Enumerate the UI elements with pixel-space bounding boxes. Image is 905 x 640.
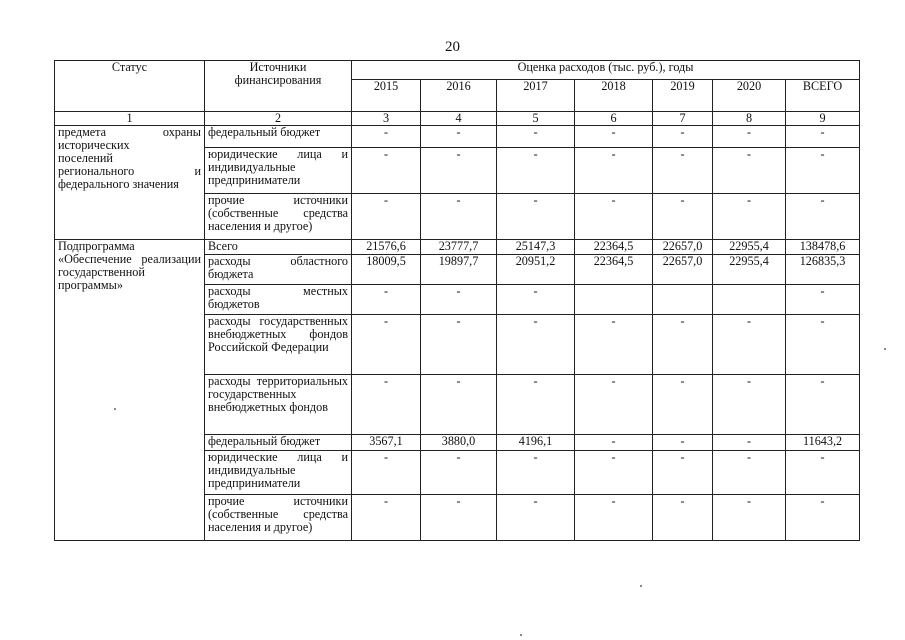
value-cell: - <box>575 126 653 148</box>
value-cell: 22364,5 <box>575 255 653 285</box>
value-cell: - <box>497 285 575 315</box>
year-2017: 2017 <box>497 80 575 112</box>
source-cell: юридические лица и индивидуальные предприниматели <box>205 148 352 194</box>
value-cell: - <box>786 315 860 375</box>
value-cell: 126835,3 <box>786 255 860 285</box>
value-cell: 11643,2 <box>786 435 860 451</box>
value-cell: - <box>421 375 497 435</box>
value-cell: 22955,4 <box>713 240 786 255</box>
col-number: 1 <box>55 112 205 126</box>
col-number: 8 <box>713 112 786 126</box>
value-cell: - <box>421 126 497 148</box>
value-cell: - <box>575 194 653 240</box>
funding-table <box>54 60 860 541</box>
value-cell: - <box>421 451 497 495</box>
source-cell: федеральный бюджет <box>205 435 352 451</box>
value-cell: 18009,5 <box>352 255 421 285</box>
year-total: ВСЕГО <box>786 80 860 112</box>
scan-speck <box>640 585 642 587</box>
value-cell: - <box>575 435 653 451</box>
value-cell: - <box>713 126 786 148</box>
value-cell <box>713 285 786 315</box>
value-cell: - <box>421 194 497 240</box>
source-cell: прочие источники (собственные средства населения и другое) <box>205 194 352 240</box>
source-cell: расходы территориальных государственных внебюджетных фондов <box>205 375 352 435</box>
value-cell: - <box>497 126 575 148</box>
value-cell: - <box>575 451 653 495</box>
value-cell: - <box>352 194 421 240</box>
value-cell: 3880,0 <box>421 435 497 451</box>
table-row <box>55 240 860 255</box>
column-number-row <box>55 112 860 126</box>
value-cell <box>653 285 713 315</box>
year-2018: 2018 <box>575 80 653 112</box>
year-2020: 2020 <box>713 80 786 112</box>
col-number: 5 <box>497 112 575 126</box>
source-cell: федеральный бюджет <box>205 126 352 148</box>
value-cell: - <box>352 285 421 315</box>
value-cell: - <box>497 451 575 495</box>
value-cell: - <box>653 315 713 375</box>
value-cell: - <box>786 194 860 240</box>
value-cell: - <box>421 495 497 541</box>
value-cell: - <box>352 495 421 541</box>
value-cell: 4196,1 <box>497 435 575 451</box>
col-number: 4 <box>421 112 497 126</box>
value-cell: 22657,0 <box>653 240 713 255</box>
year-2015: 2015 <box>352 80 421 112</box>
status-line: «Обеспечение реализации <box>58 252 201 266</box>
col-number: 3 <box>352 112 421 126</box>
status-line: поселений <box>58 151 113 165</box>
value-cell: - <box>713 375 786 435</box>
value-cell: - <box>497 315 575 375</box>
value-cell: - <box>421 315 497 375</box>
value-cell: - <box>653 375 713 435</box>
header-sources: Источники финансирования <box>205 61 352 112</box>
value-cell: - <box>713 148 786 194</box>
status-line: регионального и <box>58 164 201 178</box>
status-cell <box>55 126 205 240</box>
value-cell: - <box>786 126 860 148</box>
scan-speck <box>520 634 522 636</box>
value-cell: - <box>713 495 786 541</box>
value-cell: - <box>497 194 575 240</box>
value-cell: 20951,2 <box>497 255 575 285</box>
value-cell: - <box>653 495 713 541</box>
status-line: федерального значения <box>58 177 179 191</box>
col-number: 7 <box>653 112 713 126</box>
source-cell: юридические лица и индивидуальные предприниматели <box>205 451 352 495</box>
source-cell: расходы местных бюджетов <box>205 285 352 315</box>
value-cell: - <box>653 148 713 194</box>
header-row-top <box>55 61 860 80</box>
value-cell: - <box>575 495 653 541</box>
value-cell: - <box>352 126 421 148</box>
value-cell: - <box>421 148 497 194</box>
value-cell: - <box>497 375 575 435</box>
value-cell: - <box>713 315 786 375</box>
value-cell: 22364,5 <box>575 240 653 255</box>
header-estimate: Оценка расходов (тыс. руб.), годы <box>352 61 860 80</box>
page-number: 20 <box>445 39 460 55</box>
scan-speck <box>114 408 116 410</box>
value-cell: - <box>786 285 860 315</box>
status-line: Подпрограмма <box>58 239 135 253</box>
value-cell: 3567,1 <box>352 435 421 451</box>
col-number: 2 <box>205 112 352 126</box>
year-2016: 2016 <box>421 80 497 112</box>
header-status: Статус <box>55 61 205 112</box>
value-cell: - <box>713 194 786 240</box>
value-cell: - <box>575 148 653 194</box>
value-cell: - <box>786 148 860 194</box>
value-cell: 21576,6 <box>352 240 421 255</box>
value-cell: - <box>421 285 497 315</box>
source-cell: Всего <box>205 240 352 255</box>
value-cell: - <box>653 126 713 148</box>
value-cell: - <box>786 375 860 435</box>
value-cell: 138478,6 <box>786 240 860 255</box>
value-cell: - <box>575 375 653 435</box>
value-cell <box>575 285 653 315</box>
status-cell <box>55 240 205 541</box>
value-cell: - <box>653 451 713 495</box>
value-cell: - <box>352 451 421 495</box>
value-cell: - <box>497 148 575 194</box>
value-cell: 22955,4 <box>713 255 786 285</box>
year-2019: 2019 <box>653 80 713 112</box>
value-cell: - <box>352 375 421 435</box>
value-cell: - <box>352 148 421 194</box>
value-cell: - <box>713 451 786 495</box>
source-cell: расходы областного бюджета <box>205 255 352 285</box>
value-cell: - <box>786 451 860 495</box>
value-cell: - <box>786 495 860 541</box>
source-cell: расходы государственных внебюджетных фондов Российской Федерации <box>205 315 352 375</box>
value-cell: - <box>497 495 575 541</box>
value-cell: - <box>352 315 421 375</box>
status-line: программы» <box>58 278 123 292</box>
status-line: государственной <box>58 265 145 279</box>
value-cell: - <box>713 435 786 451</box>
value-cell: - <box>575 315 653 375</box>
scan-speck <box>884 348 886 350</box>
value-cell: 19897,7 <box>421 255 497 285</box>
value-cell: 25147,3 <box>497 240 575 255</box>
source-cell: прочие источники (собственные средства населения и другое) <box>205 495 352 541</box>
status-line: предмета охраны <box>58 125 201 139</box>
value-cell: 22657,0 <box>653 255 713 285</box>
col-number: 9 <box>786 112 860 126</box>
status-line: исторических <box>58 138 130 152</box>
value-cell: - <box>653 435 713 451</box>
value-cell: 23777,7 <box>421 240 497 255</box>
col-number: 6 <box>575 112 653 126</box>
value-cell: - <box>653 194 713 240</box>
table-row <box>55 126 860 148</box>
